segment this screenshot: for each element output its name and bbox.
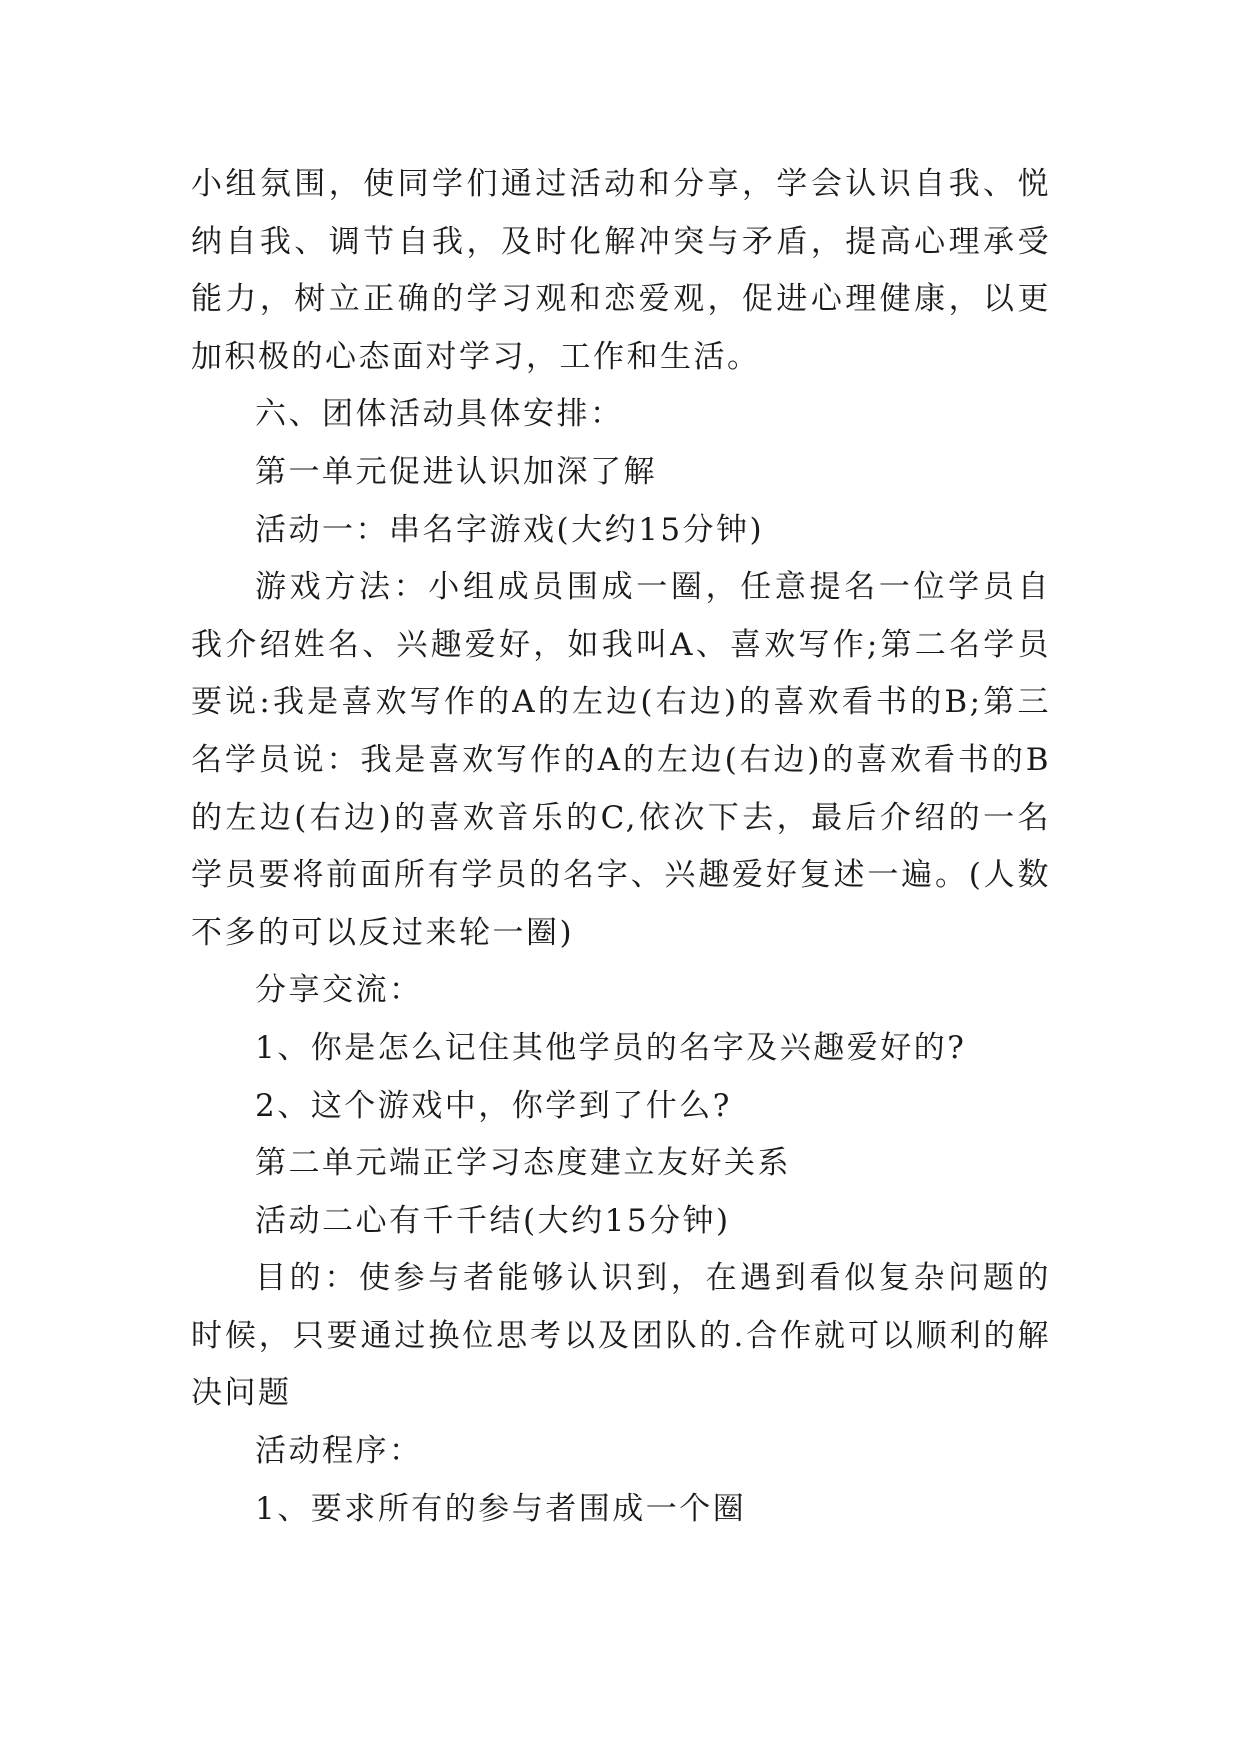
paragraph-purpose: 目的：使参与者能够认识到，在遇到看似复杂问题的时候，只要通过换位思考以及团队的.合作就可以顺利的解决问题 xyxy=(191,1260,1051,1412)
sharing-question-2: 2、这个游戏中，你学到了什么? xyxy=(255,1087,732,1124)
document-body xyxy=(191,156,1051,1538)
activity-one-heading: 活动一：串名字游戏(大约15分钟) xyxy=(255,511,765,548)
unit-two-heading: 第二单元端正学习态度建立友好关系 xyxy=(255,1145,791,1182)
procedure-step-1: 1、要求所有的参与者围成一个圈 xyxy=(255,1490,747,1527)
procedure-heading: 活动程序： xyxy=(255,1433,423,1470)
sharing-question-1: 1、你是怎么记住其他学员的名字及兴趣爱好的? xyxy=(255,1029,967,1066)
section-heading-activity-arrangement: 六、团体活动具体安排： xyxy=(255,396,624,433)
sharing-heading: 分享交流： xyxy=(255,972,423,1009)
unit-one-heading: 第一单元促进认识加深了解 xyxy=(255,453,657,490)
paragraph-game-method: 游戏方法：小组成员围成一圈，任意提名一位学员自我介绍姓名、兴趣爱好，如我叫A、喜欢写作;第二名学员要说:我是喜欢写作的A的左边(右边)的喜欢看书的B;第三名学员说：我是喜欢写作的A的左边(右边)的喜欢看书的B的左边(右边)的喜欢音乐的C,依次下去，最后介绍的一名学员要将前面所有学员的名字、兴趣爱好复述一遍。(人数不多的可以反过来轮一圈) xyxy=(191,569,1051,951)
paragraph-intro-continuation: 小组氛围，使同学们通过活动和分享，学会认识自我、悦纳自我、调节自我，及时化解冲突与矛盾，提高心理承受能力，树立正确的学习观和恋爱观，促进心理健康，以更加积极的心态面对学习，工作和生活。 xyxy=(191,166,1051,375)
activity-two-heading: 活动二心有千千结(大约15分钟) xyxy=(255,1202,731,1239)
